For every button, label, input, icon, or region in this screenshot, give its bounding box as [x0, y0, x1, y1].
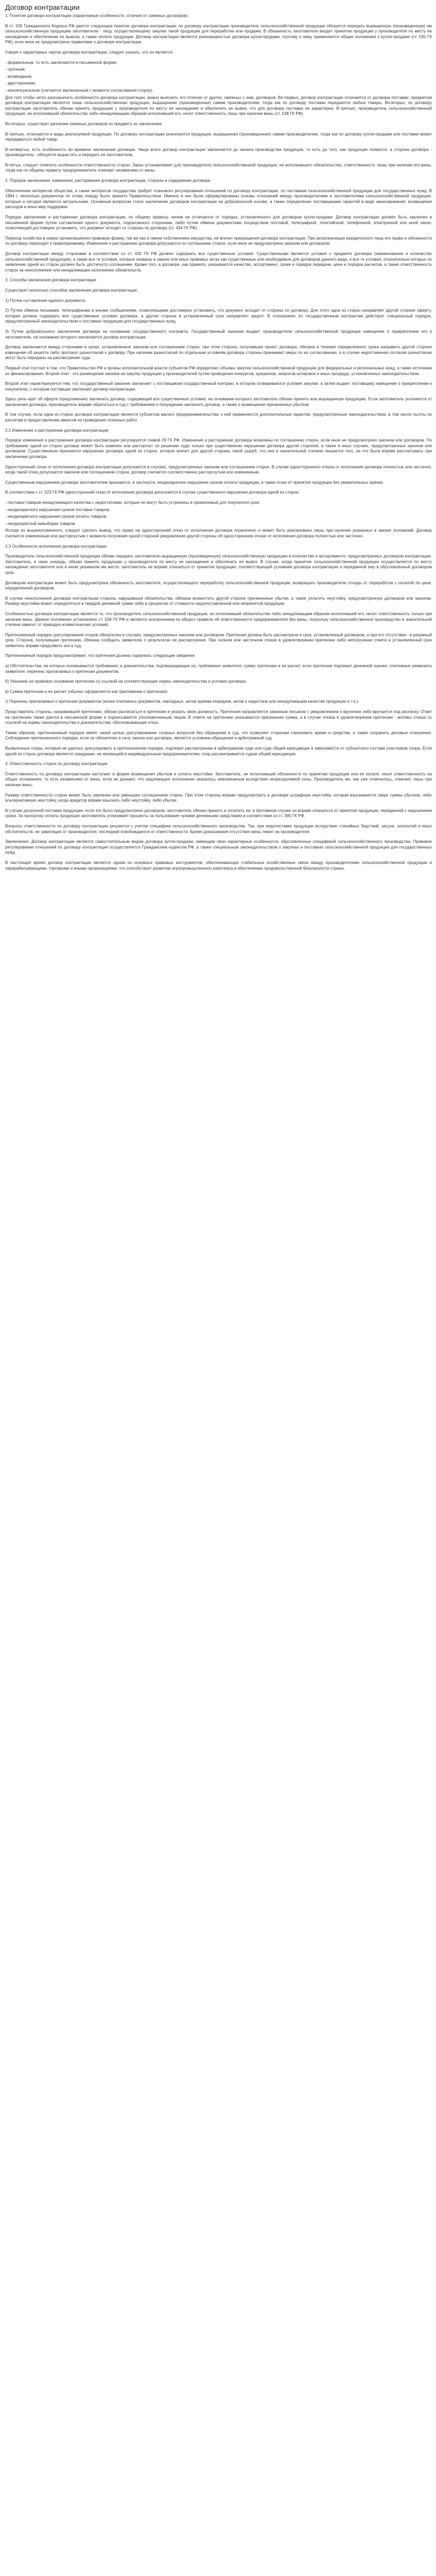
paragraph: г) Перечень прилагаемых к претензии документов (копии платежных документов, накладных, актов приема-передачи, актов о недостаче или ненадлежащем качестве продукции и т.п.). — [5, 699, 359, 704]
paragraph: В настоящее время договор контрактации является одним из основных правовых инструментов, обеспечивающих стабильные хозяйственные связи между производителями сельскохозяйственной продукции и перерабатывающими, торговыми и иными организациями, что способствует развитию агропромышленного комплекса и обеспечению продовольственной безопасности страны. — [5, 860, 432, 871]
paragraph: 3. Способы заключения договора контрактации — [5, 278, 96, 283]
paragraph: Порядок изменения и расторжения договора контрактации регулируется главой 29 ГК РФ. Изменение и расторжение договора возможны по соглашению сторон, если иное не предусмотрено законом или договором. По требованию одной из сторон договор может быть изменен или расторгнут по решению суда только при существенном нарушении договора другой стороной, а также в иных случаях, предусмотренных законом или договором. Существенным признается нарушение договора одной из сторон, которое влечет для другой стороны такой ущерб, что она в значительной степени лишается того, на что была вправе рассчитывать при заключении договора. — [5, 438, 432, 460]
list-item: - срочным; — [5, 67, 26, 72]
paragraph: Второй этап характеризуется тем, что государственный заказчик заключает с поставщиком государственный контракт, в котором оговариваются условия закупки, а затем выдает поставщику извещение о прикреплении к покупателю, с которым поставщик заключает договор контрактации. — [5, 381, 432, 392]
paragraph: В ст. 535 Гражданского Кодекса РФ дается следующее понятие договора контрактации: по договору контрактации производитель сельскохозяйственной продукции обязуется передать выращенную (произведенную) им сельскохозяйственную продукцию заготовителю - лицу, осуществляющему закупки такой продукции для переработки или продажи. В обязанность заготовителя входит принятие продукции у производителя по месту ее нахождения и обеспечение ее вывоза, а также оплата продукции. Договор контрактации является разновидностью договора купли-продажи, поэтому к нему применяются общие положения о купле-продаже (ст. 535 ГК РФ), если иное не предусмотрено правилами о договоре контрактации. — [5, 23, 432, 45]
paragraph: Вопросы ответственности по договору контрактации решаются с учетом специфики сельскохозяйственного производства. Так, при недопоставке продукции вследствие стихийных бедствий, засухи, эпизоотий и иных обстоятельств, не зависящих от производителя, последний освобождается от ответственности. Бремя доказывания отсутствия вины лежит на производителе. — [5, 823, 432, 834]
paragraph: В случае неисполнения договора контрактации сторона, нарушившая обязательства, обязана возместить другой стороне причиненные убытки, а также уплатить неустойку, предусмотренную договором или законом. Размер неустойки может определяться в твердой денежной сумме либо в процентах от стоимости недопоставленной или непринятой продукции. — [5, 596, 432, 606]
paragraph: Для того чтобы четко разграничить особенности договора контрактации, важно выяснить его отличия от других, смежных с ним, договоров. Во-первых, договор контрактации отличается от договора поставки: предметом договора контрактации является лишь сельскохозяйственная продукция, выращенная (произведенная) самим производителем, тогда как по договору поставки передаются любые товары. Во-вторых, по договору контрактации заготовитель обязан принять продукцию у производителя по месту ее нахождения и обеспечить ее вывоз, что для договора поставки не характерно. В-третьих, производитель сельскохозяйственной продукции, не исполнивший обязательство либо ненадлежащим образом исполнивший его, несет ответственность лишь при наличии вины (ст. 538 ГК РФ). — [5, 95, 432, 116]
paragraph: В-четвертых, есть особенность во времени заключения договора. Чаще всего договор контрактации заключается до начала производства продукции, то есть до того, как продукция появится, а сторона договора - производитель - обязуется вырастить и передать ее заготовителю. — [5, 147, 432, 158]
paragraph: Претензионный порядок урегулирования споров обязателен в случаях, предусмотренных законом или договором. Претензия должна быть рассмотрена в срок, установленный договором, а при его отсутствии - в разумный срок. Сторона, получившая претензию, обязана сообщить заявителю о результатах ее рассмотрения. При полном или частичном отказе в удовлетворении претензии либо неполучении ответа в установленный срок заявитель вправе предъявить иск в суд. — [5, 632, 432, 648]
paragraph: 2.3 Особенности исполнения договора контрактации — [5, 544, 107, 549]
list-item: - двусторонним; — [5, 81, 36, 86]
paragraph: 1) Путем составления единого документа. — [5, 298, 86, 303]
paragraph: Таким образом, претензионный порядок имеет своей целью урегулирование спорных вопросов без обращения в суд, что позволяет сторонам сэкономить время и средства, а также сохранить деловые отношения. Соблюдение претензионного порядка, если он обязателен в силу закона или договора, является условием обращения в арбитражный суд. — [5, 730, 432, 741]
paragraph: 3. Ответственность сторон по договору контрактации — [5, 761, 108, 767]
list-item: - возмездным; — [5, 74, 32, 79]
paragraph: В случае досрочной поставки продукции, если это было предусмотрено договором, заготовитель обязан принять и оплатить ее; в противном случае он вправе отказаться от принятия продукции, переданной с нарушением срока. За просрочку оплаты продукции заготовитель уплачивает проценты за пользование чужими денежными средствами в соответствии со ст. 395 ГК РФ. — [5, 808, 432, 819]
article-body — [5, 13, 432, 2576]
paragraph: 2) Путем обмена письмами, телеграфными и иными сообщениями, позволяющими достоверно установить, что документ исходит от стороны по договору. Для этого одна из сторон направляет другой стороне оферту, которая должна содержать все существенные условия договора, а другая сторона в установленный срок направляет акцепт. В отношениях по государственным контрактам действует специальный порядок, предусмотренный законодательством о поставках продукции для государственных нужд. — [5, 308, 432, 324]
paragraph: Во-вторых, существует различие смежных договоров по предмету их заключения. — [5, 121, 163, 126]
paragraph: Представитель стороны, направившей претензию, обязан расписаться в претензии и указать свою должность. Претензия направляется заказным письмом с уведомлением о вручении либо вручается под расписку. Ответ на претензию также дается в письменной форме и подписывается уполномоченным лицом. В ответе на претензию указываются признанная сумма, а в случае отказа в удовлетворении претензии - мотивы отказа со ссылкой на нормы законодательства и доказательства, обосновывающие отказ. — [5, 709, 432, 725]
paragraph: в) Сумма претензии и ее расчет (обычно оформляется как приложение к претензии). — [5, 689, 169, 694]
paragraph: а) Обстоятельства, на которых основываются требования, и доказательства, подтверждающие их; требования заявителя; сумму претензии и ее расчет, если претензия подлежит денежной оценке; платежные реквизиты заявителя; перечень прилагаемых к претензии документов. — [5, 664, 432, 674]
list-item: - поставки товаров ненадлежащего качества с недостатками, которые не могут быть устранены в приемлемый для покупателя срок; — [5, 500, 260, 505]
paragraph: Особенностью договора контрактации является то, что производитель сельскохозяйственной продукции, не исполнивший обязательство либо ненадлежащим образом исполнивший его, несет ответственность только при наличии вины. Данное положение установлено ст. 538 ГК РФ и является исключением из общего правила об ответственности предпринимателя без вины, поскольку сельскохозяйственное производство в значительной степени зависит от природно-климатических условий. — [5, 611, 432, 628]
paragraph: Производитель сельскохозяйственной продукции обязан передать заготовителю выращенную (произведенную) сельскохозяйственную продукцию в количестве и ассортименте, предусмотренных договором контрактации. Заготовитель, в свою очередь, обязан принять продукцию у производителя по месту ее нахождения и обеспечить ее вывоз. В случае, когда принятие сельскохозяйственной продукции осуществляется по месту нахождения заготовителя или в ином указанном им месте, заготовитель не вправе отказаться от принятия продукции, соответствующей условиям договора контрактации и переданной ему в обусловленный договором срок. — [5, 554, 432, 575]
paragraph: Обеспечение интересов общества, а также интересов государства требует планового регулирования отношений по договору контрактации, по поставкам сельскохозяйственной продукции для государственных нужд. В 1994 г. несколько документов по этому поводу было принято Правительством. Именно в них были сформулированы основы отношений между производителями и заготовителями сельскохозяйственной продукции, которые и сегодня являются актуальными. Основным вопросом стало заключение договоров контрактации на добровольной основе, а также определение поставщиками гарантий в виде авансирования, возмещения расходов и иных мер поддержки. — [5, 188, 432, 210]
paragraph: 2. Порядок заключения, изменения, расторжения договора контрактации, стороны и содержание договора — [5, 178, 211, 183]
paragraph: Размер ответственности сторон может быть увеличен или уменьшен соглашением сторон. При этом стороны вправе предусмотреть в договоре штрафную неустойку, которая взыскивается сверх суммы убытков, либо альтернативную неустойку, когда кредитор вправе взыскать либо неустойку, либо убытки. — [5, 792, 432, 803]
paragraph: Существует несколько способов заключения договора контрактации: — [5, 287, 138, 293]
paragraph: В-пятых, следует отметить особенности ответственности сторон. Закон устанавливает для производителя сельскохозяйственной продукции, не исполнившего обязательство, ответственность лишь при наличии его вины, тогда как по общему правилу предприниматель отвечает независимо от вины. — [5, 162, 432, 173]
paragraph: В-третьих, отличаются и виды реализуемой продукции. По договору контрактации реализуется продукция, выращенная (произведенная) самим производителем, тогда как по договору купли-продажи или поставки может передаваться любой товар. — [5, 131, 432, 142]
paragraph: Порядок заключения и расторжения договора контрактации, по общему правилу, ничем не отличается от порядка, установленного для договоров купли-продажи. Договор контрактации должен быть заключен в письменной форме путем составления одного документа, подписанного сторонами, либо путем обмена документами посредством почтовой, телеграфной, телетайпной, телефонной, электронной или иной связи, позволяющей достоверно установить, что документ исходит от стороны по договору (ст. 434 ГК РФ). — [5, 215, 432, 231]
list-item: - консенсуальным (считается заключенным с момента согласования сторон). — [5, 88, 153, 93]
paragraph: Договором контрактации может быть предусмотрена обязанность заготовителя, осуществляющего переработку сельскохозяйственной продукции, возвращать производителю отходы от переработки с оплатой по цене, определенной договором. — [5, 580, 432, 591]
list-item: - неоднократного нарушения сроков поставки товаров; — [5, 507, 110, 512]
list-item: - формальным, то есть заключается в письменной форме; — [5, 60, 118, 65]
paragraph: 1. Понятие договора контрактации (характерные особенности, отличия от смежных договоров). — [5, 13, 189, 18]
paragraph: 3) Путем добровольного заключения договора на основании государственного контракта. Государственный заказчик выдает производителю сельскохозяйственной продукции извещение о прикреплении его к заготовителю, на основании которого заключается договор контрактации. — [5, 329, 432, 340]
paragraph: Существенным нарушением договора заготовителем признается, в частности, неоднократное нарушение сроков оплаты продукции, а также отказ от принятия продукции без уважительных причин. — [5, 480, 384, 485]
paragraph: В том случае, если одна из сторон договора контрактации является субъектом малого предпринимательства, к ней применяются дополнительные гарантии, предусмотренные законодательством, в том числе льготы по расчетам и предоставлению авансов на проведение сезонных работ. — [5, 412, 432, 423]
paragraph: В соответствии с ст. 523 ГК РФ односторонний отказ от исполнения договора допускается в случае существенного нарушения договора одной из сторон: — [5, 490, 300, 495]
paragraph: Претензионный порядок предусматривает, что претензия должна содержать следующие сведения: — [5, 653, 196, 658]
paragraph: Договор контрактации между сторонами в соответствии со ст. 432 ГК РФ должен содержать все существенные условия. Существенными являются условия о предмете договора (наименование и количество сельскохозяйственной продукции), а также все те условия, которые названы в законе или иных правовых актах как существенные или необходимые для договоров данного вида, и все те условия, относительно которых по заявлению одной из сторон должно быть достигнуто соглашение. Кроме того, в договоре, как правило, указываются качество, ассортимент, сроки и порядок передачи, цена и порядок расчетов, а также ответственность сторон за неисполнение или ненадлежащее исполнение обязательств. — [5, 251, 432, 273]
article-title: Договор контрактации — [5, 3, 80, 11]
paragraph: б) Указание на правовое основание претензии со ссылкой на соответствующие нормы законодательства и условия договора. — [5, 679, 247, 684]
paragraph: Заключение. Договор контрактации является самостоятельным видом договора купли-продажи, имеющим свои характерные особенности, обусловленные спецификой сельскохозяйственного производства. Правовое регулирование отношений по договору контрактации осуществляется Гражданским кодексом РФ, а также специальным законодательством о закупках и поставках сельскохозяйственной продукции для государственных нужд. — [5, 839, 432, 855]
paragraph: Здесь речь идет об оферте (предложении) заключить договор, содержащий все существенные условия, на основании которого заготовитель обязан принять всю выращенную продукцию. Если заготовитель уклоняется от заключения договора, производитель вправе обратиться в суд с требованием о понуждении заключить договор, а также о возмещении причиненных убытков. — [5, 397, 432, 407]
paragraph: Договор заключается между сторонами в сроки, установленные законом или соглашением сторон; при этом сторона, получившая проект договора, обязана в течение определенного срока направить другой стороне извещение об акцепте либо протокол разногласий к договору. При наличии разногласий по отдельным условиям договора стороны принимают меры по их согласованию, а в случае недостижения согласия разногласия могут быть переданы на рассмотрение суда. — [5, 345, 432, 361]
paragraph: Исходя из вышеизложенного, следует сделать вывод, что право на односторонний отказ от исполнения договора ограничено и может быть реализовано лишь при наличии указанных в законе оснований. Договор считается измененным или расторгнутым с момента получения одной стороной уведомления другой стороны об одностороннем отказе от исполнения договора полностью или частично. — [5, 528, 432, 538]
paragraph: Переход хозяйства в новую организационно-правовую форму, так же как и смена собственника имущества, не влечет прекращения договора контрактации. При реорганизации юридического лица его права и обязанности по договору переходят к правопреемнику. Изменение и расторжение договора допускается по соглашению сторон, если иное не предусмотрено законом или договором. — [5, 235, 432, 246]
list-item: - неоднократной невыборки товаров. — [5, 521, 76, 526]
paragraph: Говоря о характерных чертах договора контрактации, следует указать, что он является: — [5, 49, 173, 55]
paragraph: 2.2 Изменение и расторжение договора контрактации — [5, 428, 109, 433]
paragraph: Односторонний отказ от исполнения договора контрактации допускается в случаях, предусмотренных законом или соглашением сторон. В случае одностороннего отказа от исполнения договора полностью или частично, когда такой отказ допускается законом или соглашением сторон, договор считается соответственно расторгнутым или измененным. — [5, 464, 432, 475]
paragraph: Первый этап состоит в том, что Правительство РФ и органы исполнительной власти субъектов РФ определяют объемы закупок сельскохозяйственной продукции для федеральных и региональных нужд, а также источники их финансирования. Второй этап - это размещение заказов на закупку продукции у производителей путем проведения конкурсов, аукционов, запросов котировок и иных процедур, установленных законодательством. — [5, 365, 432, 376]
list-item: - неоднократного нарушения сроков оплаты товаров; — [5, 514, 108, 519]
paragraph: Ответственность по договору контрактации наступает в форме возмещения убытков и уплаты неустойки. Заготовитель, не исполнивший обязанности по принятию продукции или ее оплате, несет ответственность на общих основаниях, то есть независимо от вины, если не докажет, что надлежащее исполнение оказалось невозможным вследствие непреодолимой силы. Производитель же, как уже отмечалось, отвечает лишь при наличии вины. — [5, 771, 432, 787]
paragraph: Выявленные споры, которые не удалось урегулировать в претензионном порядке, подлежат рассмотрению в арбитражном суде или суде общей юрисдикции в зависимости от субъектного состава участников спора. Если одной из сторон договора является гражданин, не являющийся индивидуальным предпринимателем, спор рассматривается судом общей юрисдикции. — [5, 746, 432, 756]
